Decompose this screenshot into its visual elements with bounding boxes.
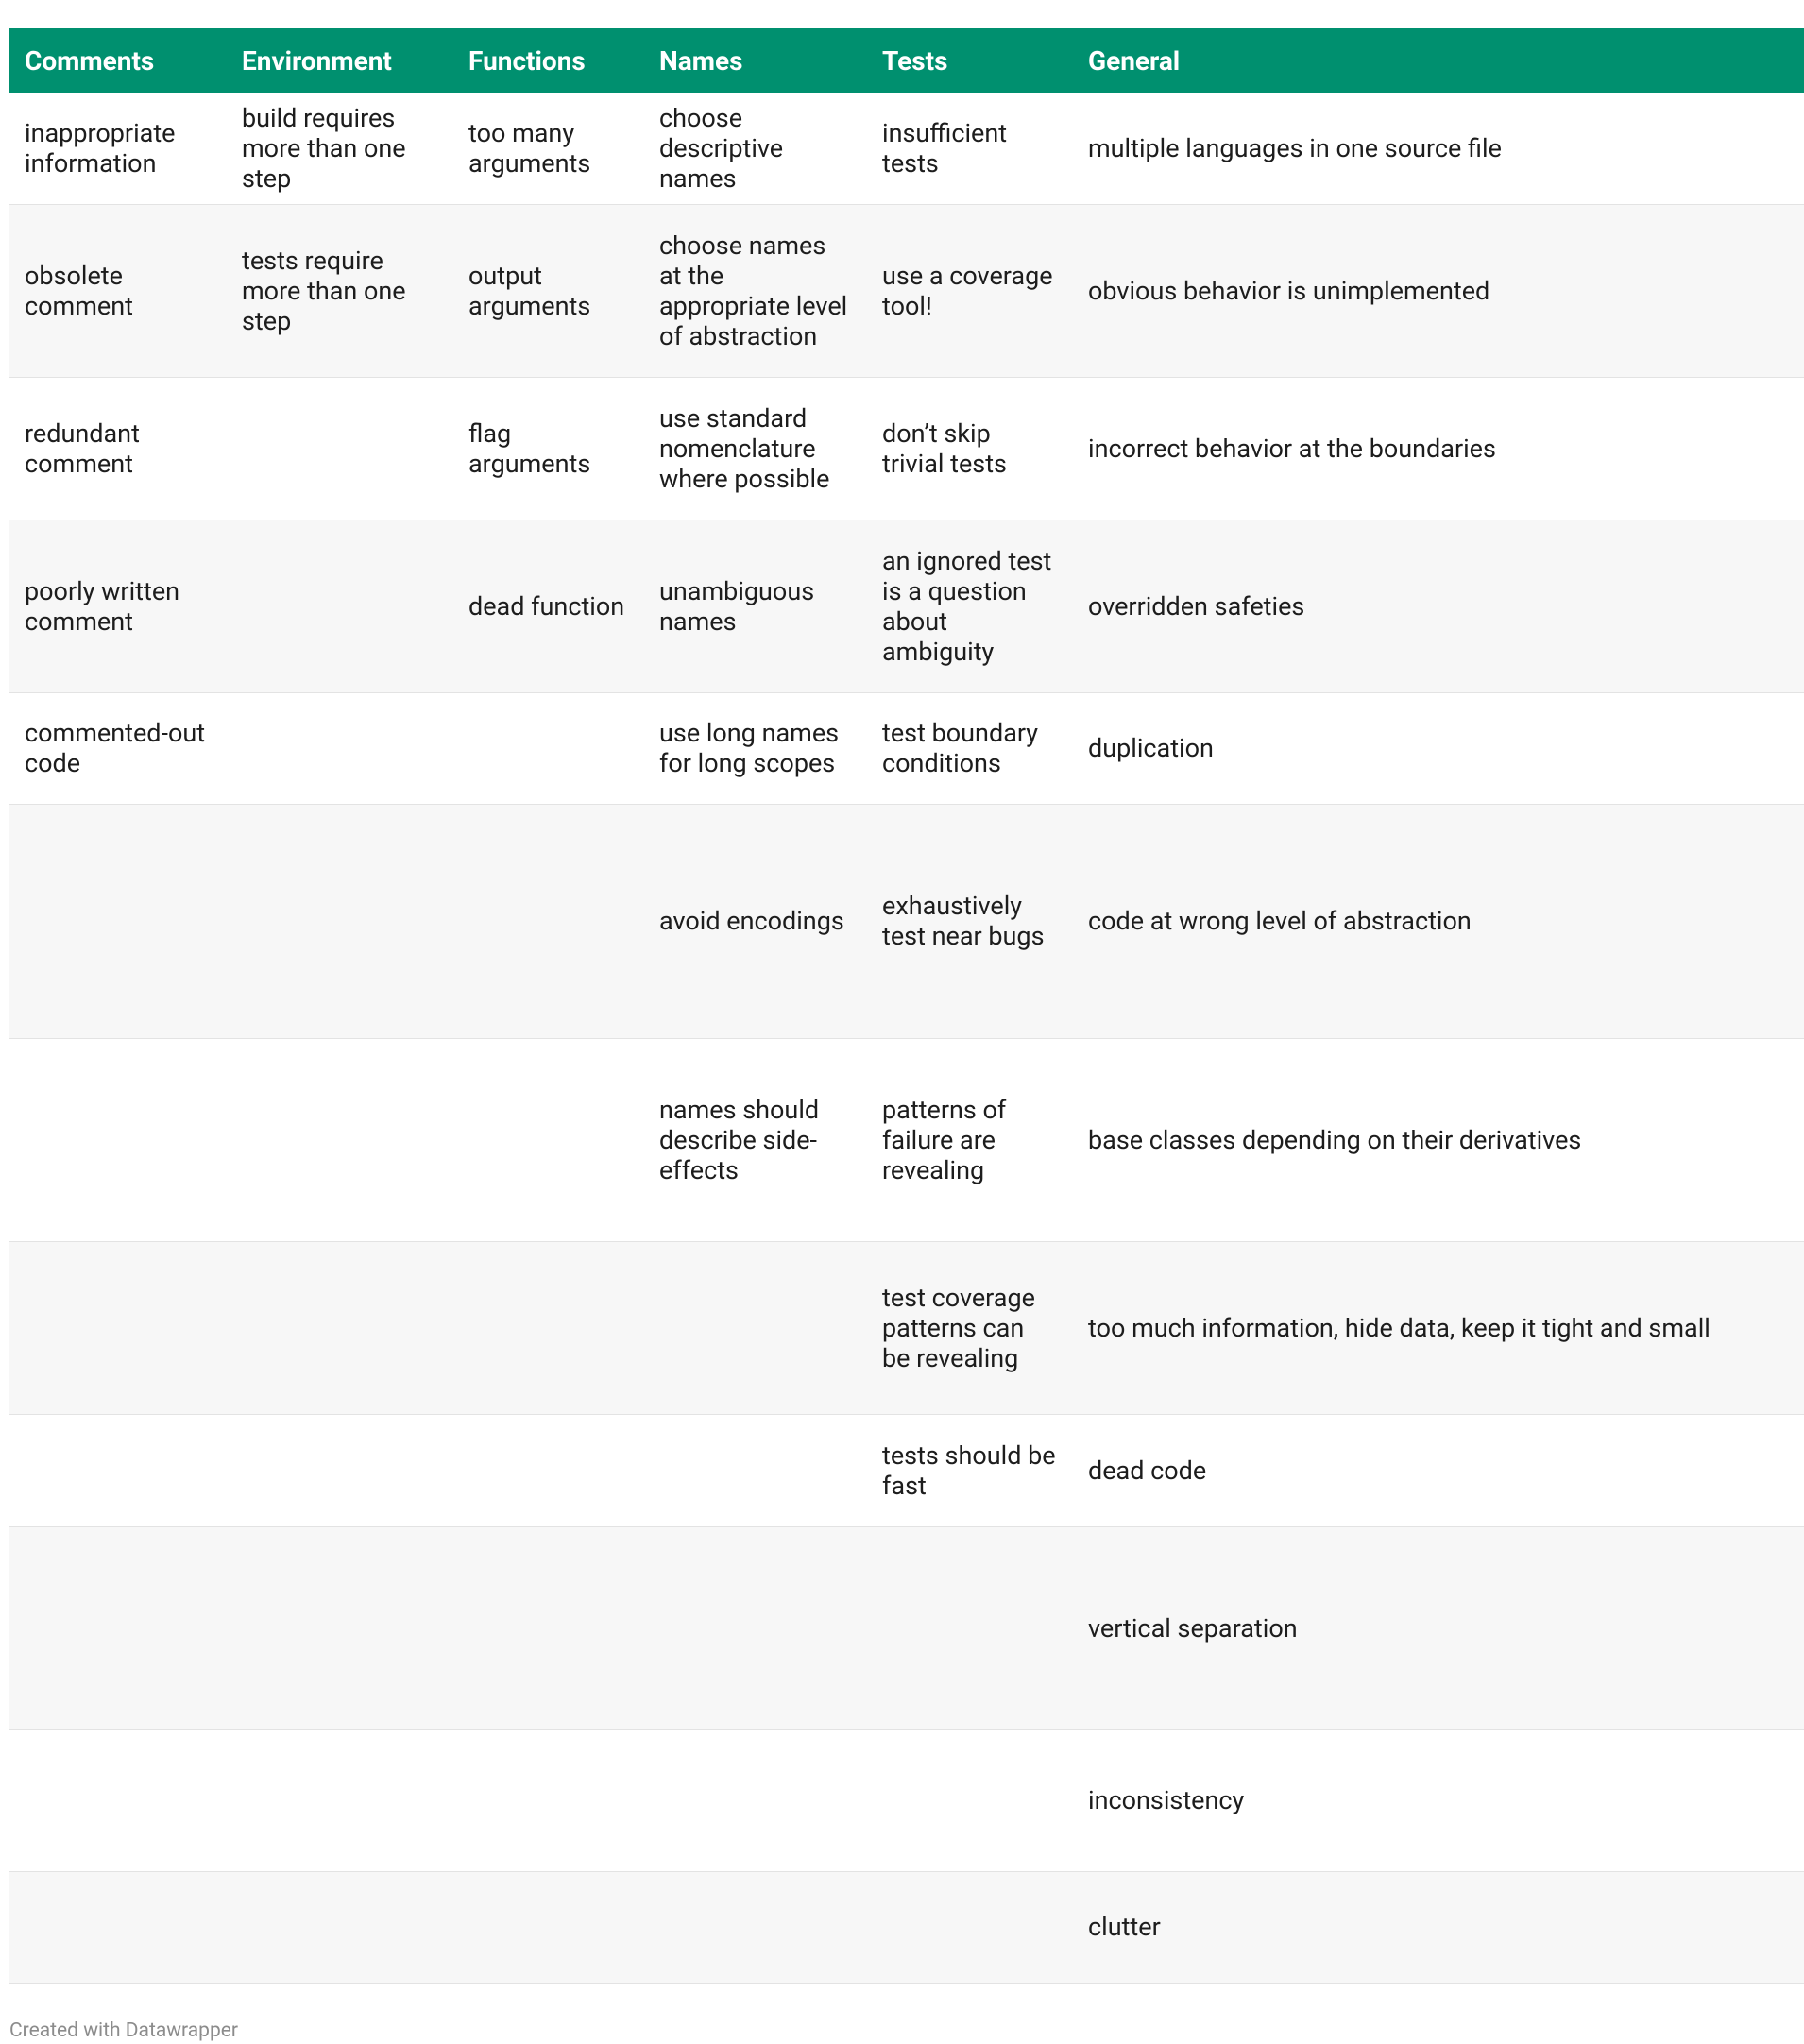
data-table [9,28,1804,1984]
table-cell [453,1038,644,1241]
table-row [9,377,1804,520]
table-cell [227,804,453,1038]
table-cell: inconsistency [1073,1729,1804,1871]
table-cell [453,1871,644,1983]
table-cell: insufficient tests [867,93,1073,204]
table-row [9,204,1804,377]
table-cell: dead function [453,520,644,692]
table-cell [227,692,453,804]
column-header[interactable]: Names [644,28,867,93]
table-cell: don’t skip trivial tests [867,377,1073,520]
table-cell: clutter [1073,1871,1804,1983]
column-header[interactable]: Tests [867,28,1073,93]
table-cell: too many arguments [453,93,644,204]
table-cell [453,1526,644,1729]
table-cell: duplication [1073,692,1804,804]
table-row [9,804,1804,1038]
table-cell [867,1871,1073,1983]
table-cell: use a coverage tool! [867,204,1073,377]
table-cell: too much information, hide data, keep it tight and small [1073,1241,1804,1414]
table-cell: unambiguous names [644,520,867,692]
table-cell: use long names for long scopes [644,692,867,804]
table-cell: redundant comment [9,377,227,520]
table-row [9,1038,1804,1241]
table-cell [227,1526,453,1729]
table-cell [644,1729,867,1871]
table-cell [644,1414,867,1526]
table-cell [227,1871,453,1983]
table-cell [227,1038,453,1241]
column-header[interactable]: Environment [227,28,453,93]
table-cell [9,1526,227,1729]
table-cell [644,1871,867,1983]
header-row [9,28,1804,93]
table-cell [453,1414,644,1526]
table-cell [227,1414,453,1526]
table-viewport[interactable] [9,28,1710,1980]
table-cell: poorly written comment [9,520,227,692]
table-cell [9,804,227,1038]
table-cell [9,1241,227,1414]
table-cell [9,1729,227,1871]
table-row [9,1241,1804,1414]
table-cell [867,1526,1073,1729]
column-header[interactable]: Comments [9,28,227,93]
table-cell: choose names at the appropriate level of abstraction [644,204,867,377]
table-cell: commented-out code [9,692,227,804]
table-row [9,692,1804,804]
table-cell: dead code [1073,1414,1804,1526]
table-cell: tests should be fast [867,1414,1073,1526]
table-row [9,1729,1804,1871]
table-cell: avoid encodings [644,804,867,1038]
column-header[interactable]: Functions [453,28,644,93]
table-cell: patterns of failure are revealing [867,1038,1073,1241]
table-cell: vertical separation [1073,1526,1804,1729]
table-cell: test coverage patterns can be revealing [867,1241,1073,1414]
column-header[interactable]: General [1073,28,1804,93]
table-cell [453,692,644,804]
table-cell: obsolete comment [9,204,227,377]
table-cell: an ignored test is a question about ambiguity [867,520,1073,692]
table-cell [227,520,453,692]
table-cell: code at wrong level of abstraction [1073,804,1804,1038]
table-cell: exhaustively test near bugs [867,804,1073,1038]
table-cell [9,1414,227,1526]
table-cell [453,1729,644,1871]
table-cell: use standard nomenclature where possible [644,377,867,520]
table-cell: incorrect behavior at the boundaries [1073,377,1804,520]
table-cell [453,1241,644,1414]
table-cell: flag arguments [453,377,644,520]
table-row [9,1414,1804,1526]
table-cell [227,377,453,520]
table-cell: names should describe side-effects [644,1038,867,1241]
datawrapper-credit[interactable]: Created with Datawrapper [9,2019,238,2042]
table-cell [227,1729,453,1871]
table-cell [453,804,644,1038]
table-cell: test boundary conditions [867,692,1073,804]
table-cell [644,1526,867,1729]
table-row [9,93,1804,204]
table-cell: output arguments [453,204,644,377]
table-row [9,1871,1804,1983]
table-cell [227,1241,453,1414]
table-cell [867,1729,1073,1871]
table-cell: inappropriate information [9,93,227,204]
table-cell: multiple languages in one source file [1073,93,1804,204]
table-cell: choose descriptive names [644,93,867,204]
table-cell [9,1038,227,1241]
table-cell [644,1241,867,1414]
table-cell: obvious behavior is unimplemented [1073,204,1804,377]
table-cell: tests require more than one step [227,204,453,377]
table-cell: build requires more than one step [227,93,453,204]
table-row [9,1526,1804,1729]
table-cell: overridden safeties [1073,520,1804,692]
table-cell [9,1871,227,1983]
table-row [9,520,1804,692]
table-cell: base classes depending on their derivatives [1073,1038,1804,1241]
